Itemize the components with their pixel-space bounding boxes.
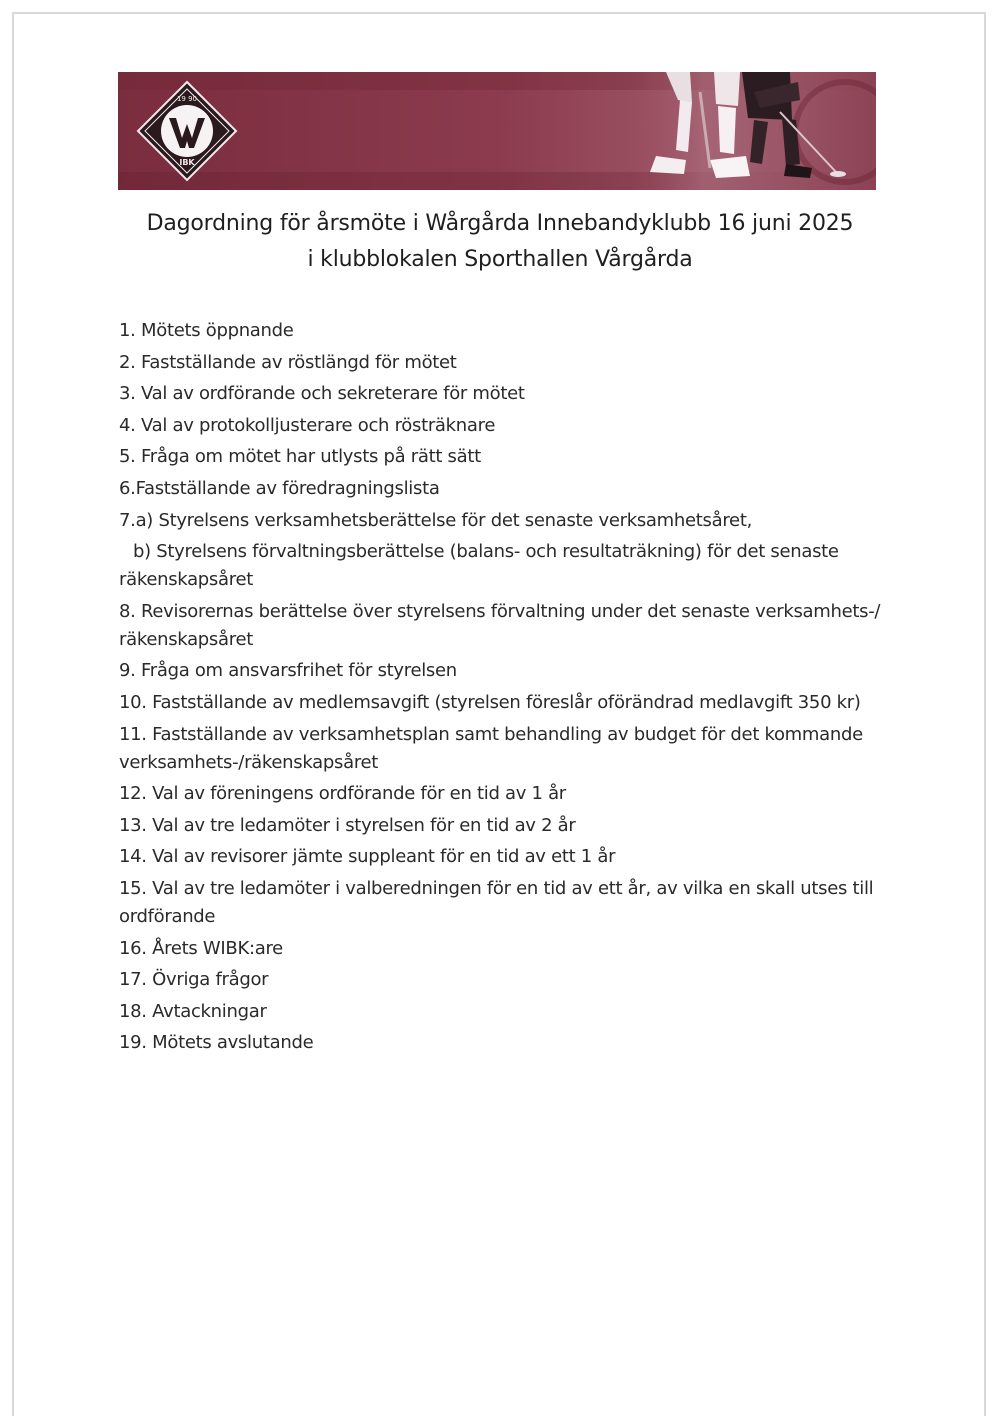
floorball-players-photo — [630, 72, 876, 190]
agenda-item: 15. Val av tre ledamöter i valberedningen för en tid av ett år, av vilka en skall utses till ordförande — [119, 877, 874, 927]
agenda-item: 9. Fråga om ansvarsfrihet för styrelsen — [119, 660, 457, 682]
agenda-item: 11. Fastställande av verksamhetsplan samt behandling av budget för det kommande verksamhets-/räkenskapsåret — [119, 723, 863, 773]
club-logo — [136, 80, 238, 182]
agenda-item: 2. Fastställande av röstlängd för mötet — [119, 351, 457, 373]
agenda-item: 4. Val av protokolljusterare och rösträknare — [119, 414, 496, 436]
agenda-item: 7.a) Styrelsens verksamhetsberättelse för det senaste verksamhetsåret, — [119, 509, 753, 531]
agenda-item: 13. Val av tre ledamöter i styrelsen för en tid av 2 år — [119, 814, 576, 836]
agenda-item: 1. Mötets öppnande — [119, 320, 294, 341]
agenda-item: 14. Val av revisorer jämte suppleant för en tid av ett 1 år — [119, 846, 616, 868]
agenda-item: 8. Revisorernas berättelse över styrelsens förvaltning under det senaste verksamhets-/ räkenskapsåret — [119, 600, 881, 650]
agenda-item: 17. Övriga frågor — [119, 969, 269, 991]
agenda-list — [119, 317, 889, 1061]
agenda-item: 19. Mötets avslutande — [119, 1032, 314, 1054]
agenda-item: 3. Val av ordförande och sekreterare för mötet — [119, 383, 525, 405]
agenda-item: 18. Avtackningar — [119, 1000, 267, 1022]
document-subtitle: i klubblokalen Sporthallen Vårgårda — [307, 247, 693, 272]
logo-initials: IBK — [179, 158, 195, 167]
agenda-item: 6.Fastställande av föredragningslista — [119, 477, 440, 499]
logo-year: 19 90 — [176, 95, 198, 103]
agenda-item: 12. Val av föreningens ordförande för en tid av 1 år — [119, 783, 566, 805]
agenda-item: 10. Fastställande av medlemsavgift (styrelsen föreslår oförändrad medlavgift 350 kr) — [119, 691, 861, 713]
document-title: Dagordning för årsmöte i Wårgårda Innebandyklubb 16 juni 2025 — [146, 211, 854, 236]
agenda-item: 5. Fråga om mötet har utlysts på rätt sätt — [119, 446, 481, 468]
agenda-item: 16. Årets WIBK:are — [119, 937, 283, 959]
agenda-item: b) Styrelsens förvaltningsberättelse (balans- och resultaträkning) för det senaste räkenskapsåret — [119, 541, 839, 591]
